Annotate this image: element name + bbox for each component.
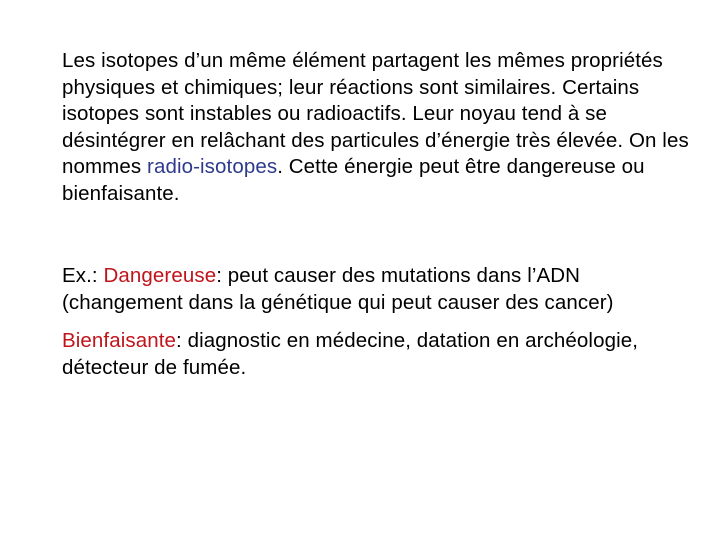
paragraph-isotopes	[62, 48, 702, 207]
example-prefix: Ex.:	[62, 264, 104, 287]
dangerous-keyword: Dangereuse	[103, 264, 217, 287]
example-text: : peut causer des mutations dans l’ADN (changement dans la génétique qui peut causer des cancer)	[62, 264, 614, 314]
radio-isotopes-term: radio-isotopes	[147, 155, 278, 178]
paragraph-isotopes-text-end: . Cette énergie peut être dangereuse ou bienfaisante.	[62, 155, 645, 205]
paragraph-isotopes-text: Les isotopes d’un même élément partagent les mêmes propriétés physiques et chimiques; leur réactions sont similaires. Certains isotopes sont instables ou radioactifs. Leur noyau tend à se désintégrer en relâchant des particules d’énergie très élevée. On les nommes	[62, 49, 689, 178]
beneficial-keyword: Bienfaisante	[62, 329, 177, 352]
slide-content	[62, 48, 702, 381]
paragraph-example-beneficial	[62, 328, 702, 381]
paragraph-example-dangerous	[62, 263, 702, 316]
benefit-text: : diagnostic en médecine, datation en archéologie, détecteur de fumée.	[62, 329, 639, 379]
